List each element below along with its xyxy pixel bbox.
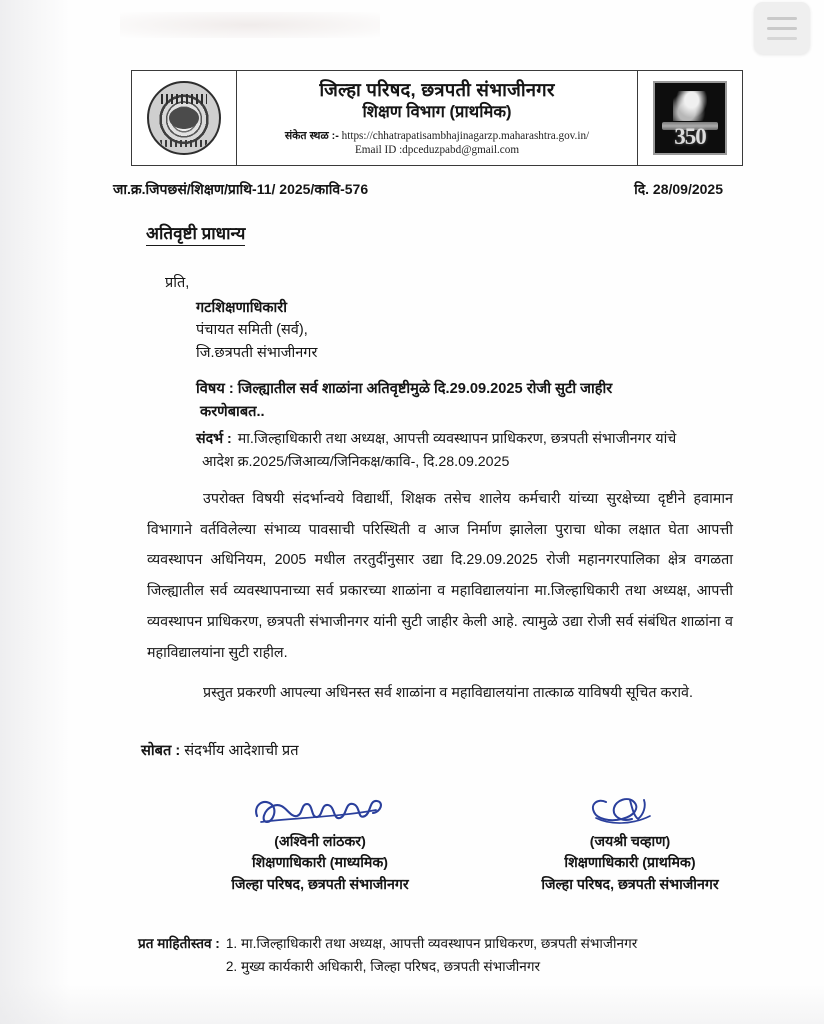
letterhead <box>131 70 743 166</box>
source-reference-first-row <box>196 428 726 451</box>
copy-to-item: 1. मा.जिल्हाधिकारी तथा अध्यक्ष, आपत्ती व्यवस्थापन प्राधिकरण, छत्रपती संभाजीनगर <box>225 936 638 951</box>
signatory-designation: शिक्षणाधिकारी (प्राथमिक) <box>564 855 696 872</box>
subject-first-row <box>196 378 716 401</box>
anniversary-number: 350 <box>674 124 706 149</box>
copy-to-row <box>138 932 758 978</box>
subject-text-line-2: करणेबाबत.. <box>200 404 265 421</box>
body-paragraph-1: उपरोक्त विषयी संदर्भान्वये विद्यार्थी, शिक्षक तसेच शालेय कर्मचारी यांच्या सुरक्षेच्या दृष्टीने हवामान विभागाने वर्तविलेल्या संभाव्य पावसाची परिस्थिती व आज निर्माण झालेला पुराचा धोका लक्षात घेता आपत्ती व्यवस्थापन अधिनियम, 2005 मधील तरतुदींनुसार उद्या दि.29.09.2025 रोजी महानगरपालिका क्षेत्र वगळता जिल्ह्यातील सर्व व्यवस्थापनाच्या सर्व प्रकारच्या शाळांना व महाविद्यालयांना मा.जिल्हाधिकारी तथा अध्यक्ष, आपत्ती व्यवस्थापन प्राधिकरण, छत्रपती संभाजीनगर यांनी सुटी जाहीर केली आहे. त्यामुळे उद्या रोजी सर्व संबंधित शाळांना व महाविद्यालयांना सुटी राहील. <box>147 491 733 661</box>
source-reference-line-1: मा.जिल्हाधिकारी तथा अध्यक्ष, आपत्ती व्यवस्थापन प्राधिकरण, छत्रपती संभाजीनगर यांचे <box>237 431 677 447</box>
subject-text-line-1: जिल्ह्यातील सर्व शाळांना अतिवृष्टीमुळे दि.29.09.2025 रोजी सुटी जाहीर <box>237 381 613 397</box>
copy-to-label: प्रत माहितीस्तव : <box>138 936 220 951</box>
copy-to-items <box>220 932 637 978</box>
handwritten-signature-ink <box>485 792 775 830</box>
letterhead-logo-cell <box>638 71 742 165</box>
source-reference-block <box>196 428 726 474</box>
subject-block <box>196 378 716 425</box>
subject-label: विषय : <box>196 381 234 397</box>
source-reference-second-row <box>196 451 726 474</box>
addressee-line-2: पंचायत समिती (सर्व), <box>196 322 308 339</box>
rider-figure <box>673 91 707 121</box>
organisation-title: जिल्हा परिषद, छत्रपती संभाजीनगर <box>319 79 555 101</box>
outward-reference-number: जा.क्र.जिपछसं/शिक्षण/प्राथि-11/ 2025/कावि-576 <box>113 181 369 197</box>
website-label: संकेत स्थळ :- <box>284 129 339 142</box>
hamburger-menu-icon[interactable] <box>754 2 810 54</box>
shivaji-350-anniversary-logo-icon <box>653 81 727 155</box>
addressee-line-3: जि.छत्रपती संभाजीनगर <box>196 344 318 361</box>
priority-heading: अतिवृष्टी प्राधान्य <box>146 224 245 246</box>
signature-block-secondary <box>175 792 465 896</box>
signatory-designation: शिक्षणाधिकारी (माध्यमिक) <box>251 855 389 872</box>
scan-shadow-bottom <box>0 984 824 1024</box>
body-paragraph-2: प्रस्तुत प्रकरणी आपल्या अधिनस्त सर्व शाळांना व महाविद्यालयांना तात्काळ याविषयी सूचित करावे. <box>203 685 693 701</box>
source-reference-label: संदर्भ : <box>196 431 232 447</box>
handwritten-signature-ink <box>175 792 465 830</box>
menu-bar-top <box>767 17 797 20</box>
addressee-block <box>196 297 317 364</box>
signatory-name: (जयश्री चव्हाण) <box>589 834 671 850</box>
signature-block-primary <box>485 792 775 896</box>
subject-second-row <box>196 401 716 424</box>
scan-artifact-smudge <box>120 12 380 38</box>
addressee-line-1: गटशिक्षणाधिकारी <box>196 300 287 316</box>
letterhead-seal-cell <box>132 71 237 165</box>
attachment-value: संदर्भीय आदेशाची प्रत <box>184 743 299 759</box>
menu-bar-bottom <box>767 37 797 40</box>
signatory-name: (अश्विनी लांठकर) <box>274 834 366 850</box>
letterhead-text-cell <box>237 71 638 165</box>
website-url: https://chhatrapatisambhajinagarzp.maharashtra.gov.in/ <box>341 129 590 142</box>
source-reference-line-2: आदेश क्र.2025/जिआव्य/जिनिकक्ष/कावि-, दि.28.09.2025 <box>202 454 510 470</box>
copy-to-item: 2. मुख्य कार्यकारी अधिकारी, जिल्हा परिषद, छत्रपती संभाजीनगर <box>225 959 541 975</box>
to-label: प्रति, <box>165 275 190 291</box>
reference-row <box>113 180 723 199</box>
zilla-parishad-seal-icon <box>147 81 221 155</box>
email-line: Email ID :dpceduzpabd@gmail.com <box>354 143 520 156</box>
seal-arc <box>160 140 208 147</box>
department-title: शिक्षण विभाग (प्राथमिक) <box>362 103 512 122</box>
signatory-organisation: जिल्हा परिषद, छत्रपती संभाजीनगर <box>231 876 409 893</box>
attachment-line <box>141 740 299 760</box>
website-line <box>285 128 589 143</box>
copy-to-block <box>138 932 758 978</box>
letter-date: दि. 28/09/2025 <box>634 181 723 197</box>
attachment-label: सोबत : <box>141 743 181 759</box>
menu-bar-middle <box>767 27 797 30</box>
signatory-organisation: जिल्हा परिषद, छत्रपती संभाजीनगर <box>541 876 719 893</box>
scan-shadow-left <box>0 0 70 1024</box>
